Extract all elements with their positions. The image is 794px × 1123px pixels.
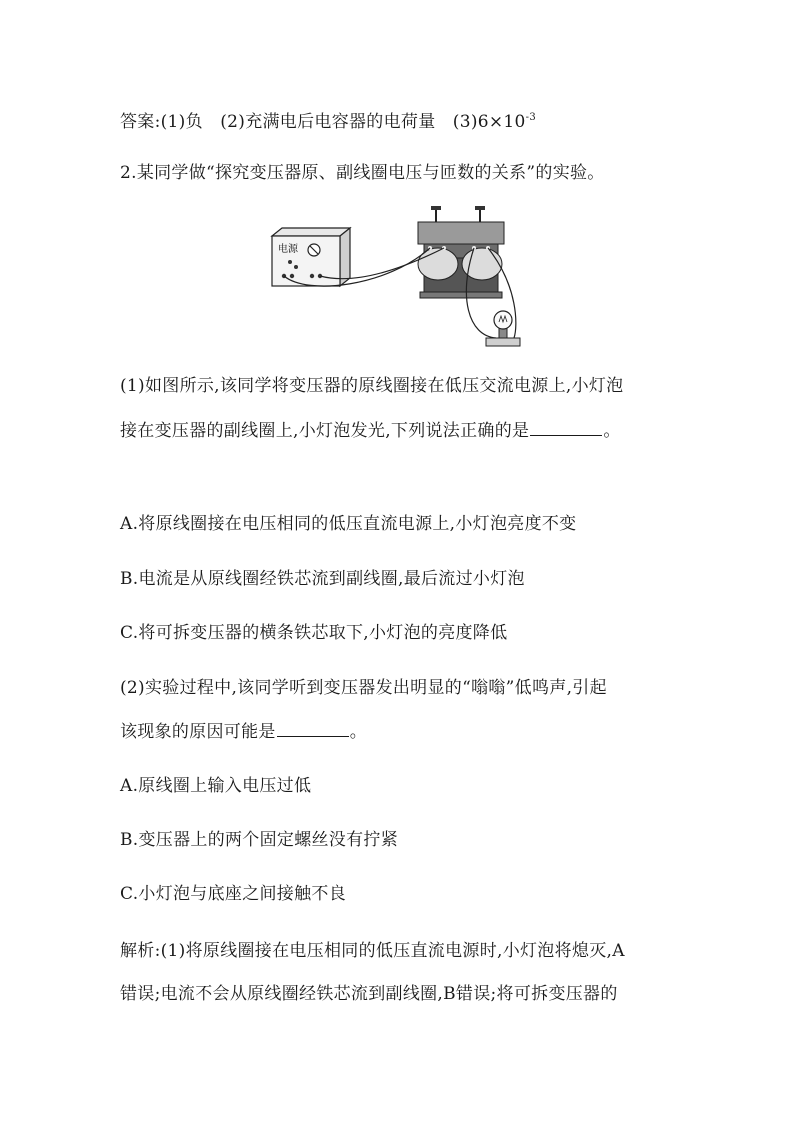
answer-text: 答案:(1)负 (2)充满电后电容器的电荷量 (3)6×10 (120, 112, 526, 132)
part1-line2-text: 接在变压器的副线圈上,小灯泡发光,下列说法正确的是 (120, 421, 530, 441)
part2-option-b: B.变压器上的两个固定螺丝没有拧紧 (120, 830, 398, 850)
question-title: 2.某同学做“探究变压器原、副线圈电压与匝数的关系”的实验。 (120, 163, 605, 183)
analysis-line2: 错误;电流不会从原线圈经铁芯流到副线圈,B错误;将可拆变压器的 (120, 984, 618, 1004)
part2-option-a: A.原线圈上输入电压过低 (120, 776, 312, 796)
part1-option-b: B.电流是从原线圈经铁芯流到副线圈,最后流过小灯泡 (120, 569, 525, 589)
answer-exponent: -3 (525, 112, 537, 123)
part1-line2-end: 。 (603, 421, 621, 441)
part1-line1: (1)如图所示,该同学将变压器的原线圈接在低压交流电源上,小灯泡 (120, 376, 624, 396)
power-supply-label: 电源 (278, 244, 298, 255)
part1-option-a: A.将原线圈接在电压相同的低压直流电源上,小灯泡亮度不变 (120, 514, 577, 534)
answer-line (120, 107, 536, 133)
part1-option-c: C.将可拆变压器的横条铁芯取下,小灯泡的亮度降低 (120, 623, 508, 643)
light-bulb-icon (486, 311, 520, 346)
transformer-experiment-figure (268, 206, 528, 356)
part2-line2-text: 该现象的原因可能是 (120, 722, 276, 742)
answer-blank-1[interactable] (530, 419, 602, 436)
answer-blank-2[interactable] (277, 720, 349, 737)
part2-option-c: C.小灯泡与底座之间接触不良 (120, 884, 347, 904)
analysis-line1: 解析:(1)将原线圈接在电压相同的低压直流电源时,小灯泡将熄灭,A (120, 941, 625, 961)
part1-line2 (120, 419, 621, 442)
part2-line2-end: 。 (349, 722, 368, 742)
part2-line1: (2)实验过程中,该同学听到变压器发出明显的“嗡嗡”低鸣声,引起 (120, 678, 607, 698)
part2-line2 (120, 720, 367, 743)
power-supply-icon (272, 228, 350, 286)
